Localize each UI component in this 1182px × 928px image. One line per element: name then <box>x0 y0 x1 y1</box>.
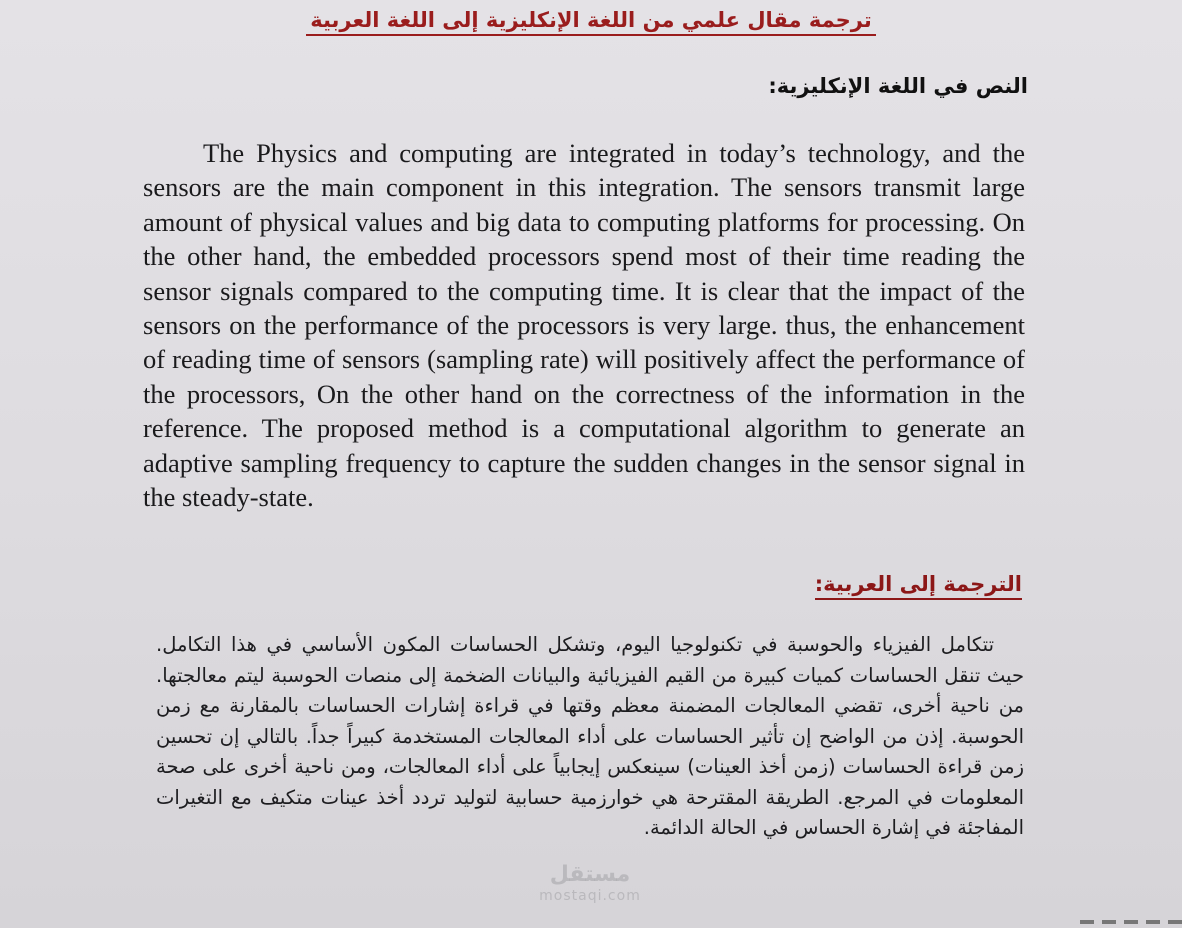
edge-mark <box>1124 920 1138 924</box>
page-edge-marks <box>1080 920 1182 924</box>
arabic-section-heading <box>815 572 1022 596</box>
edge-mark <box>1102 920 1116 924</box>
english-paragraph: The Physics and computing are integrated in today’s technology, and the sensors are the main component in this integration. The sensors transmit large amount of physical values and big data to computing platforms for processing. On the other hand, the embedded processors spend most of their time reading the sensor signals compared to the computing time. It is clear that the impact of the sensors on the performance of the processors is very large. thus, the enhancement of reading time of sensors (sampling rate) will positively affect the performance of the processors, On the other hand on the correctness of the information in the reference. The proposed method is a computational algorithm to generate an adaptive sampling frequency to capture the sudden changes in the sensor signal in the steady-state. <box>143 138 1025 513</box>
edge-mark <box>1080 920 1094 924</box>
arabic-paragraph: تتكامل الفيزياء والحوسبة في تكنولوجيا اليوم، وتشكل الحساسات المكون الأساسي في هذا التكامل. حيث تنقل الحساسات كميات كبيرة من القيم الفيزيائية والبيانات الضخمة إلى منصات الحوسبة ليتم معالجتها. من ناحية أخرى، تقضي المعالجات المضمنة معظم وقتها في قراءة إشارات الحساسات بالمقارنة مع زمن الحوسبة. إذن من الواضح إن تأثير الحساسات على أداء المعالجات المستخدمة كبيراً جداً. بالتالي إن تحسين زمن قراءة الحساسات (زمن أخذ العينات) سينعكس إيجابياً على أداء المعالجات، ومن ناحية أخرى على صحة المعلومات في المرجع. الطريقة المقترحة هي خوارزمية حسابية لتوليد تردد أخذ عينات متكيف مع التغيرات المفاجئة في إشارة الحساس في الحالة الدائمة. <box>156 633 1024 839</box>
watermark <box>520 862 660 904</box>
watermark-text: mostaqi.com <box>539 888 641 904</box>
edge-mark <box>1168 920 1182 924</box>
document-title-text: ترجمة مقال علمي من اللغة الإنكليزية إلى اللغة العربية <box>306 8 876 36</box>
arabic-section-heading-text: الترجمة إلى العربية: <box>815 572 1022 600</box>
english-section-heading: النص في اللغة الإنكليزية: <box>768 74 1028 98</box>
watermark-logo: مستقل <box>549 862 631 887</box>
document-title <box>0 8 1182 32</box>
edge-mark <box>1146 920 1160 924</box>
